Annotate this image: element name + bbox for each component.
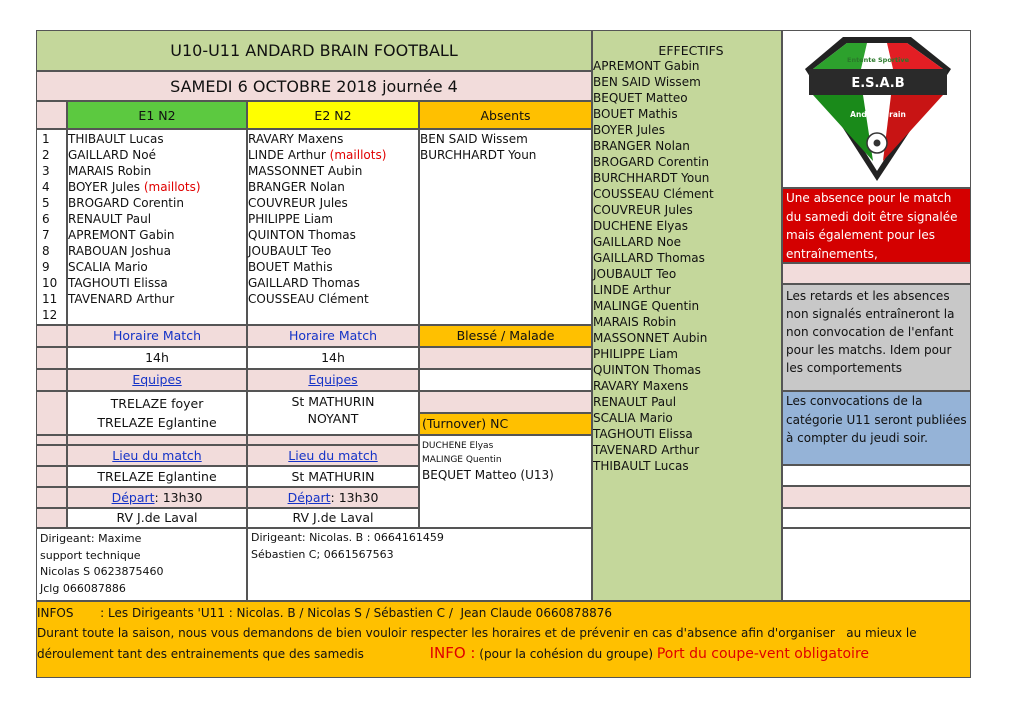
numbers-list (42, 131, 64, 323)
e1-opponent: TRELAZE foyer (110, 396, 204, 411)
gap-e2 (247, 435, 419, 445)
e2-player-row (248, 147, 418, 163)
e1-player: MARAIS Robin (68, 164, 152, 178)
effectifs-list (593, 58, 781, 474)
e1-player: RENAULT Paul (68, 212, 152, 226)
effectif-player: MALINGE Quentin (593, 299, 700, 313)
infos-bar (36, 601, 971, 678)
e2-player: MASSONNET Aubin (248, 164, 363, 178)
notice-spacer-2 (782, 465, 971, 486)
e1-depart-label[interactable]: Départ (111, 489, 155, 505)
absents-label: Absents (480, 107, 531, 123)
effectif-player: DUCHENE Elyas (593, 219, 689, 233)
number: 7 (42, 228, 50, 242)
e1-time (67, 347, 247, 369)
number: 10 (42, 276, 58, 290)
absent-player: BURCHHARDT Youn (420, 148, 537, 162)
number: 5 (42, 196, 50, 210)
e2-horaire-label-text: Horaire Match (289, 328, 377, 343)
effectif-player: BROGARD Corentin (593, 155, 709, 169)
e1-player: THIBAULT Lucas (68, 132, 164, 146)
blesse-cell-3 (419, 391, 592, 413)
effectif-player: JOUBAULT Teo (593, 267, 677, 281)
e2-player: RAVARY Maxens (248, 132, 344, 146)
e1-lieu-value: TRELAZE Eglantine (97, 468, 217, 484)
logo-main-text: E.S.A.B (851, 76, 905, 91)
e2-player: PHILIPPE Liam (248, 212, 333, 226)
infos-line-1: INFOS : Les Dirigeants 'U11 : Nicolas. B / Nicolas S / Sébastien C / Jean Claude 0660878876 (37, 606, 613, 620)
logo-bottom-text: Andard Brain (850, 110, 906, 119)
number: 1 (42, 132, 50, 146)
e2-opponent: St MATHURIN (291, 394, 375, 409)
infos-line-3 (37, 643, 970, 664)
time-spacer (36, 347, 67, 369)
retards-notice (782, 284, 971, 391)
effectif-player: BEN SAID Wissem (593, 75, 701, 89)
info-label: INFO : (429, 644, 476, 662)
effectif-player: COUSSEAU Clément (593, 187, 714, 201)
notice-spacer-4 (782, 508, 971, 528)
e2-depart-time: : 13h30 (330, 489, 379, 505)
dirigeant-line: Nicolas S 0623875460 (40, 565, 164, 578)
effectif-player: BRANGER Nolan (593, 139, 690, 153)
effectif-player: TAVENARD Arthur (593, 443, 700, 457)
blesse-label-text: Blessé / Malade (456, 328, 555, 343)
notice-spacer-5 (782, 528, 971, 601)
turnover-label-text: (Turnover) NC (422, 416, 509, 431)
effectif-player: GAILLARD Noe (593, 235, 681, 249)
turnover-player: DUCHENE Elyas (422, 441, 494, 451)
e2-lieu-link[interactable] (247, 445, 419, 466)
e2-lieu-value: St MATHURIN (291, 468, 375, 484)
page-title-text: U10-U11 ANDARD BRAIN FOOTBALL (170, 41, 458, 60)
page-title (36, 30, 592, 71)
e2-player: LINDE Arthur (248, 148, 326, 162)
e1-time-text: 14h (145, 350, 169, 365)
e2-lieu (247, 466, 419, 487)
blesse-cell-2 (419, 369, 592, 391)
team-header-e1 (67, 101, 247, 129)
gap-e1 (67, 435, 247, 445)
e2-player: JOUBAULT Teo (248, 244, 332, 258)
effectif-player: QUINTON Thomas (593, 363, 701, 377)
e2-player: QUINTON Thomas (248, 228, 356, 242)
number: 6 (42, 212, 50, 226)
effectif-player: THIBAULT Lucas (593, 459, 689, 473)
number: 2 (42, 148, 50, 162)
number: 8 (42, 244, 50, 258)
e2-rv-text: RV J.de Laval (292, 510, 374, 525)
dirigeant-line: support technique (40, 548, 141, 562)
notice-spacer-1 (782, 263, 971, 284)
e1-depart (67, 487, 247, 508)
equipes-spacer (36, 369, 67, 391)
e1-equipes-link[interactable] (67, 369, 247, 391)
number: 3 (42, 164, 50, 178)
e2-depart-label[interactable]: Départ (287, 489, 331, 505)
e2-player: BOUET Mathis (248, 260, 333, 274)
dirigeants-left (36, 528, 247, 601)
number: 4 (42, 180, 50, 194)
effectifs-title: EFFECTIFS (658, 43, 724, 58)
info-paren: (pour la cohésion du groupe) (479, 647, 654, 661)
effectif-player: BOYER Jules (593, 123, 665, 137)
team-header-e2 (247, 101, 419, 129)
logo-box (782, 30, 971, 188)
effectif-player: LINDE Arthur (593, 283, 671, 297)
dirigeant-line: Jclg 066087886 (40, 581, 126, 595)
e1-player-row (68, 179, 246, 195)
e1-rv-text: RV J.de Laval (116, 510, 198, 525)
team-e1-label: E1 N2 (138, 107, 176, 123)
number: 12 (42, 308, 58, 322)
depart-spacer (36, 487, 67, 508)
turnover-extra: BEQUET Matteo (U13) (422, 468, 554, 482)
e2-player: COUSSEAU Clément (248, 292, 369, 306)
e2-time-text: 14h (321, 350, 345, 365)
turnover-box (419, 435, 592, 528)
effectif-player: MARAIS Robin (593, 315, 677, 329)
e1-player: SCALIA Mario (68, 260, 148, 274)
lieu-spacer (36, 445, 67, 466)
e2-opponent: NOYANT (307, 411, 359, 426)
e1-horaire-label (67, 325, 247, 347)
e1-player: GAILLARD Noé (68, 148, 156, 162)
dirigeant-line: Dirigeant: Maxime (40, 532, 142, 545)
club-logo (783, 31, 970, 187)
e2-horaire-label (247, 325, 419, 347)
e2-time (247, 347, 419, 369)
e1-lieu-link[interactable] (67, 445, 247, 466)
e1-rv (67, 508, 247, 528)
effectif-player: APREMONT Gabin (593, 59, 700, 73)
e2-rv (247, 508, 419, 528)
e2-players-list (248, 131, 418, 307)
number: 11 (42, 292, 58, 306)
e1-lieu-text[interactable]: Lieu du match (112, 447, 202, 463)
e1-equipes-text[interactable]: Equipes (132, 372, 182, 387)
effectif-player: GAILLARD Thomas (593, 251, 705, 265)
e2-opponents (247, 391, 419, 435)
blesse-label (419, 325, 592, 347)
gap-spacer (36, 435, 67, 445)
e1-lieu (67, 466, 247, 487)
e1-player: BROGARD Corentin (68, 196, 184, 210)
effectif-player: PHILIPPE Liam (593, 347, 678, 361)
date-line (36, 71, 592, 101)
notice-spacer-3 (782, 486, 971, 508)
team-e2-label: E2 N2 (314, 107, 352, 123)
opponents-spacer (36, 391, 67, 435)
dirigeant-line: Dirigeant: Nicolas. B : 0664161459 (251, 531, 444, 544)
info-red-text: Port du coupe-vent obligatoire (656, 646, 869, 662)
number: 9 (42, 260, 50, 274)
e2-depart (247, 487, 419, 508)
absence-notice-text: Une absence pour le match du samedi doit être signalée mais également pour les entraînements, (786, 191, 958, 261)
e2-player: GAILLARD Thomas (248, 276, 360, 290)
effectif-player: RAVARY Maxens (593, 379, 689, 393)
effectif-player: COUVREUR Jules (593, 203, 693, 217)
effectifs-panel (592, 30, 782, 601)
e1-depart-time: : 13h30 (154, 489, 203, 505)
convocations-notice-text: Les convocations de la catégorie U11 seront publiées à compter du jeudi soir. (786, 394, 967, 445)
effectif-player: TAGHOUTI Elissa (593, 427, 693, 441)
absence-notice (782, 188, 971, 263)
e1-player: TAVENARD Arthur (68, 292, 175, 306)
convocations-notice (782, 391, 971, 465)
e1-opponents (67, 391, 247, 435)
effectif-player: BOUET Mathis (593, 107, 678, 121)
maillots-note: (maillots) (143, 180, 201, 194)
absent-player: BEN SAID Wissem (420, 132, 528, 146)
e2-player: COUVREUR Jules (248, 196, 348, 210)
e1-player: APREMONT Gabin (68, 228, 175, 242)
maillots-note: (maillots) (329, 148, 387, 162)
e1-player: BOYER Jules (68, 180, 140, 194)
e2-lieu-text[interactable]: Lieu du match (288, 447, 378, 463)
dirigeant-line: Sébastien C; 0661567563 (251, 548, 394, 561)
infos-line-3-text: déroulement tant des entrainements que des samedis (37, 647, 364, 661)
effectif-player: SCALIA Mario (593, 411, 673, 425)
e2-player: BRANGER Nolan (248, 180, 345, 194)
e1-players-list (68, 131, 246, 307)
lieu-value-spacer (36, 466, 67, 487)
horaire-spacer (36, 325, 67, 347)
turnover-player: MALINGE Quentin (422, 455, 502, 465)
absents-list (420, 131, 590, 163)
e2-equipes-link[interactable] (247, 369, 419, 391)
logo-top-text: Entente Sportive (847, 56, 909, 64)
turnover-label (419, 413, 592, 435)
e1-opponent: TRELAZE Eglantine (97, 415, 217, 430)
rv-spacer (36, 508, 67, 528)
effectif-player: MASSONNET Aubin (593, 331, 708, 345)
dirigeants-right (247, 528, 592, 601)
date-line-text: SAMEDI 6 OCTOBRE 2018 journée 4 (170, 76, 458, 96)
infos-line-2: Durant toute la saison, nous vous demandons de bien vouloir respecter les horaires et de prévenir en cas d'absence afin d'organiser au mieux le (37, 626, 917, 640)
effectif-player: BURCHHARDT Youn (593, 171, 710, 185)
e2-equipes-text[interactable]: Equipes (308, 372, 358, 387)
team-header-absents (419, 101, 592, 129)
e1-player: RABOUAN Joshua (68, 244, 172, 258)
effectif-player: RENAULT Paul (593, 395, 677, 409)
e1-horaire-label-text: Horaire Match (113, 328, 201, 343)
e1-player: TAGHOUTI Elissa (68, 276, 168, 290)
blesse-cell-1 (419, 347, 592, 369)
team-header-spacer (36, 101, 67, 129)
retards-notice-text: Les retards et les absences non signalés entraîneront la non convocation de l'enfant pour les matchs. Idem pour les comportements (786, 289, 955, 375)
effectif-player: BEQUET Matteo (593, 91, 688, 105)
